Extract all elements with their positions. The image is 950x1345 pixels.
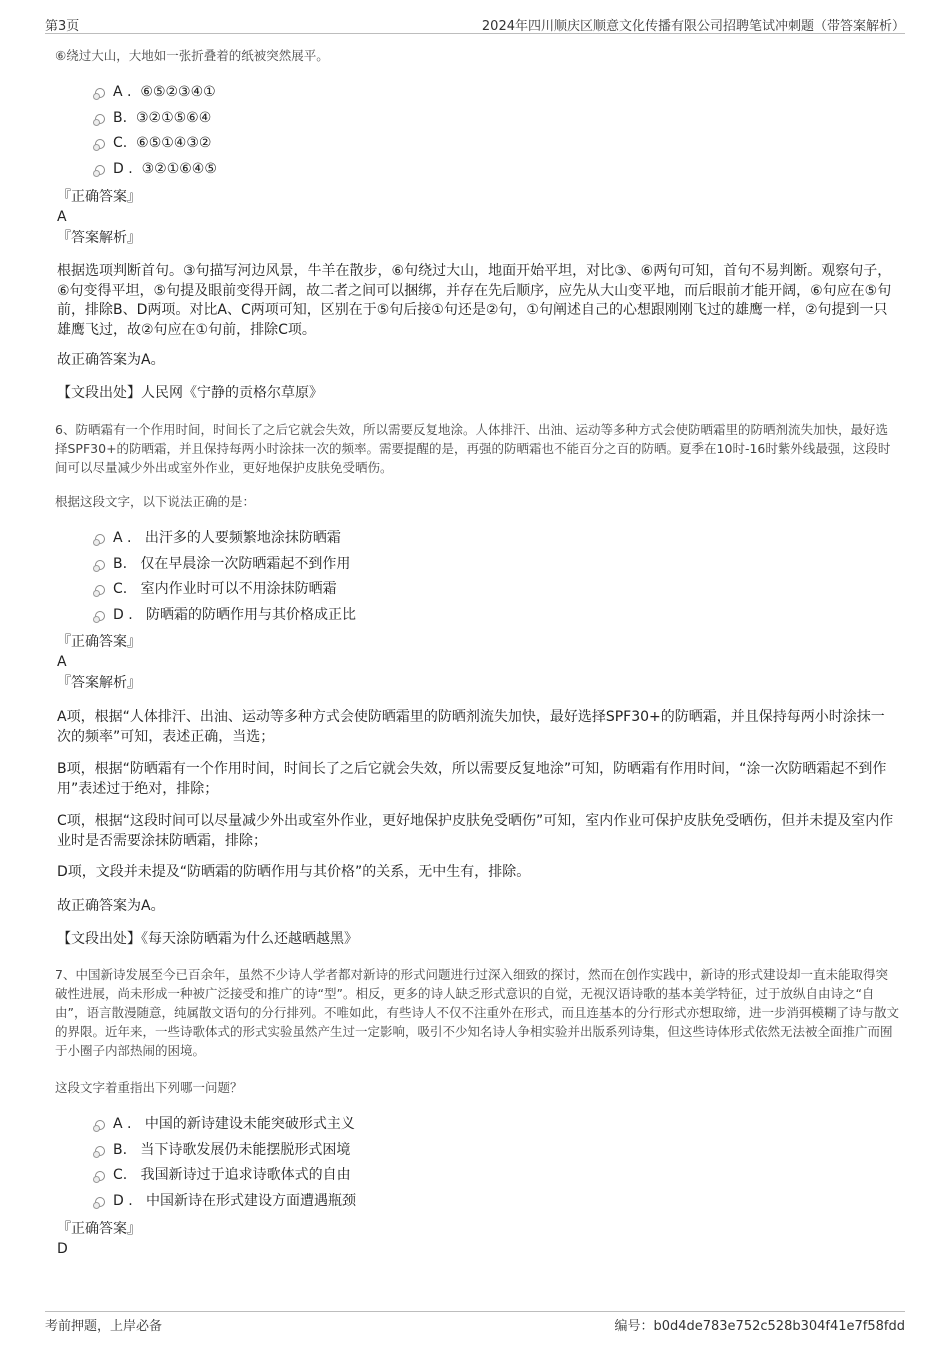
answer-heading: 『正确答案』 (57, 1221, 141, 1237)
radio-button-icon[interactable] (95, 1197, 105, 1207)
answer-heading: 『正确答案』 (57, 634, 141, 650)
prev-question-tail: ⑥绕过大山，大地如一张折叠着的纸被突然展平。 (55, 48, 329, 63)
question-7-text: 7、中国新诗发展至今已百余年，虽然不少诗人学者都对新诗的形式问题进行过深入细致的探讨，然而在创作实践中，新诗的形式建设却一直未能取得突破性进展，尚未形成一种被广泛接受和推广的诗“型”。相反，更多的诗人缺乏形式意识的自觉，无视汉语诗歌的基本美学特征，过于放纵自由诗之“自由”，语言散漫随意，纯属散文语句的分行排列。不唯如此，有些诗人不仅不注重外在形式，而且连基本的分行形式亦想取缔，进一步消弭模糊了诗与散文的界限。近年来，一些诗歌体式的形式实验虽然产生过一定影响，吸引不少知名诗人争相实验并出版系列诗集，但这些诗体形式依然无法被全面推广而囿于小圈子内部热闹的困境。 (55, 967, 899, 1058)
radio-button-icon[interactable] (95, 534, 105, 544)
prev-question-options (95, 80, 495, 182)
document-title: 2024年四川顺庆区顺意文化传播有限公司招聘笔试冲刺题（带答案解析） (481, 19, 905, 34)
analysis-b: B项，根据“防晒霜有一个作用时间，时间长了之后它就会失效，所以需要反复地涂”可知，防晒霜有作用时间，“涂一次防晒霜起不到作用”表述过于绝对，排除； (57, 761, 887, 797)
page-number: 第3页 (45, 19, 80, 34)
radio-button-icon[interactable] (95, 88, 105, 98)
option-b[interactable]: B. 当下诗歌发展仍未能摆脱形式困境 (95, 1138, 495, 1164)
footer-slogan: 考前押题，上岸必备 (45, 1319, 163, 1334)
question-6-options (95, 526, 495, 628)
question-7-options (95, 1112, 495, 1214)
analysis-d: D项，文段并未提及“防晒霜的防晒作用与其价格”的关系，无中生有，排除。 (57, 864, 531, 880)
radio-button-icon[interactable] (95, 560, 105, 570)
radio-button-icon[interactable] (95, 1146, 105, 1156)
radio-button-icon[interactable] (95, 1120, 105, 1130)
conclusion-text: 故正确答案为A。 (57, 352, 165, 368)
question-7-prompt: 这段文字着重指出下列哪一问题？ (55, 1080, 243, 1095)
radio-button-icon[interactable] (95, 114, 105, 124)
answer-heading: 『正确答案』 (57, 189, 141, 205)
source-text: 【文段出处】《每天涂防晒霜为什么还越晒越黑》 (57, 931, 358, 947)
option-a[interactable]: A . 中国的新诗建设未能突破形式主义 (95, 1112, 495, 1138)
option-a[interactable]: A . ⑥⑤②③④① (95, 80, 495, 106)
footer-code (614, 1315, 905, 1334)
question-6-prompt: 根据这段文字，以下说法正确的是： (55, 494, 256, 509)
option-b[interactable]: B. 仅在早晨涂一次防晒霜起不到作用 (95, 552, 495, 578)
option-d[interactable]: D . ③②①⑥④⑤ (95, 157, 495, 183)
analysis-heading: 『答案解析』 (57, 675, 141, 691)
source-text: 【文段出处】人民网《宁静的贡格尔草原》 (57, 385, 323, 401)
radio-button-icon[interactable] (95, 585, 105, 595)
question-6-text: 6、防晒霜有一个作用时间，时间长了之后它就会失效，所以需要反复地涂。人体排汗、出油、运动等多种方式会使防晒霜里的防晒剂流失加快，最好选择SPF30+的防晒霜，并且保持每两小时涂抹一次的频率。需要提醒的是，再强的防晒霜也不能百分之百的防晒。夏季在10时-16时紫外线最强，这段时间可以尽量减少外出或室外作业，更好地保护皮肤免受晒伤。 (55, 422, 891, 475)
option-c[interactable]: C. 室内作业时可以不用涂抹防晒霜 (95, 577, 495, 603)
answer-value: A (57, 209, 67, 225)
footer-code-label: 编号： (614, 1319, 654, 1334)
radio-button-icon[interactable] (95, 611, 105, 621)
option-d[interactable]: D . 防晒霜的防晒作用与其价格成正比 (95, 603, 495, 629)
footer-code-value: b0d4de783e752c528b304f41e7f58fdd (653, 1319, 905, 1334)
analysis-a: A项，根据“人体排汗、出油、运动等多种方式会使防晒霜里的防晒剂流失加快，最好选择SPF30+的防晒霜，并且保持每两小时涂抹一次的频率”可知，表述正确，当选； (57, 709, 885, 745)
option-c[interactable]: C. ⑥⑤①④③② (95, 131, 495, 157)
option-c[interactable]: C. 我国新诗过于追求诗歌体式的自由 (95, 1163, 495, 1189)
radio-button-icon[interactable] (95, 139, 105, 149)
option-d[interactable]: D . 中国新诗在形式建设方面遭遇瓶颈 (95, 1189, 495, 1215)
conclusion-text: 故正确答案为A。 (57, 898, 165, 914)
analysis-text: 根据选项判断首句。③句描写河边风景，牛羊在散步，⑥句绕过大山，地面开始平坦，对比③、⑥两句可知，首句不易判断。观察句子，⑥句变得平坦，⑤句提及眼前变得开阔，故二者之间可以捆绑，并存在先后顺序，应先从大山变平地，而后眼前才能开阔，⑥句应在⑤句前，排除B、D两项。对比A、C两项可知，区别在于⑤句后接①句还是②句，①句阐述自己的心想跟刚刚飞过的雄鹰一样，②句提到一只雄鹰飞过，故②句应在①句前，排除C项。 (57, 263, 892, 338)
analysis-c: C项，根据“这段时间可以尽量减少外出或室外作业，更好地保护皮肤免受晒伤”可知，室内作业可保护皮肤免受晒伤，但并未提及室内作业时是否需要涂抹防晒霜，排除； (57, 813, 894, 849)
answer-value: A (57, 654, 67, 670)
page-footer (45, 1311, 905, 1332)
radio-button-icon[interactable] (95, 165, 105, 175)
radio-button-icon[interactable] (95, 1171, 105, 1181)
analysis-heading: 『答案解析』 (57, 230, 141, 246)
page-header (45, 13, 905, 34)
option-b[interactable]: B. ③②①⑤⑥④ (95, 106, 495, 132)
option-a[interactable]: A . 出汗多的人要频繁地涂抹防晒霜 (95, 526, 495, 552)
answer-value: D (57, 1241, 68, 1257)
